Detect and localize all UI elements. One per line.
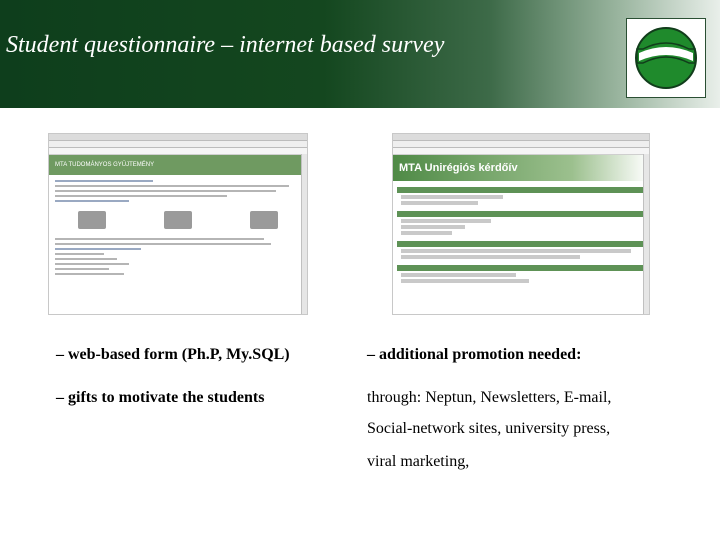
logo — [626, 18, 706, 98]
browser-address-bar — [49, 148, 307, 155]
browser-toolbar — [393, 141, 649, 148]
question-bar — [397, 241, 645, 247]
page-text-block-2 — [49, 233, 307, 280]
green-circle-logo-icon — [627, 19, 705, 97]
page-title: Student questionnaire – internet based survey — [6, 32, 445, 58]
browser-menu-bar — [49, 134, 307, 141]
promotion-channels-line-2: Social-network sites, university press, — [367, 420, 611, 437]
web-form-screenshot — [48, 133, 308, 315]
promotion-channels-line-1: through: Neptun, Newsletters, E-mail, — [367, 389, 612, 406]
questionnaire-heading: MTA Unirégiós kérdőív — [393, 155, 649, 181]
promotion-channels-line-3: viral marketing, — [367, 453, 470, 470]
header-banner — [0, 0, 720, 108]
scrollbar[interactable] — [643, 154, 649, 314]
site-banner: MTA TUDOMÁNYOS GYŰJTEMÉNY — [49, 155, 307, 175]
browser-menu-bar — [393, 134, 649, 141]
scrollbar[interactable] — [301, 154, 307, 314]
bullet-gifts: – gifts to motivate the students — [56, 389, 265, 406]
question-bar — [397, 211, 645, 217]
question-bar — [397, 265, 645, 271]
bullet-promotion: – additional promotion needed: — [367, 346, 582, 363]
page-text-block — [49, 175, 307, 207]
question-bar — [397, 187, 645, 193]
browser-address-bar — [393, 148, 649, 155]
gift-images — [49, 211, 307, 229]
browser-toolbar — [49, 141, 307, 148]
bullet-web-form: – web-based form (Ph.P, My.SQL) — [56, 346, 290, 363]
questionnaire-screenshot — [392, 133, 650, 315]
